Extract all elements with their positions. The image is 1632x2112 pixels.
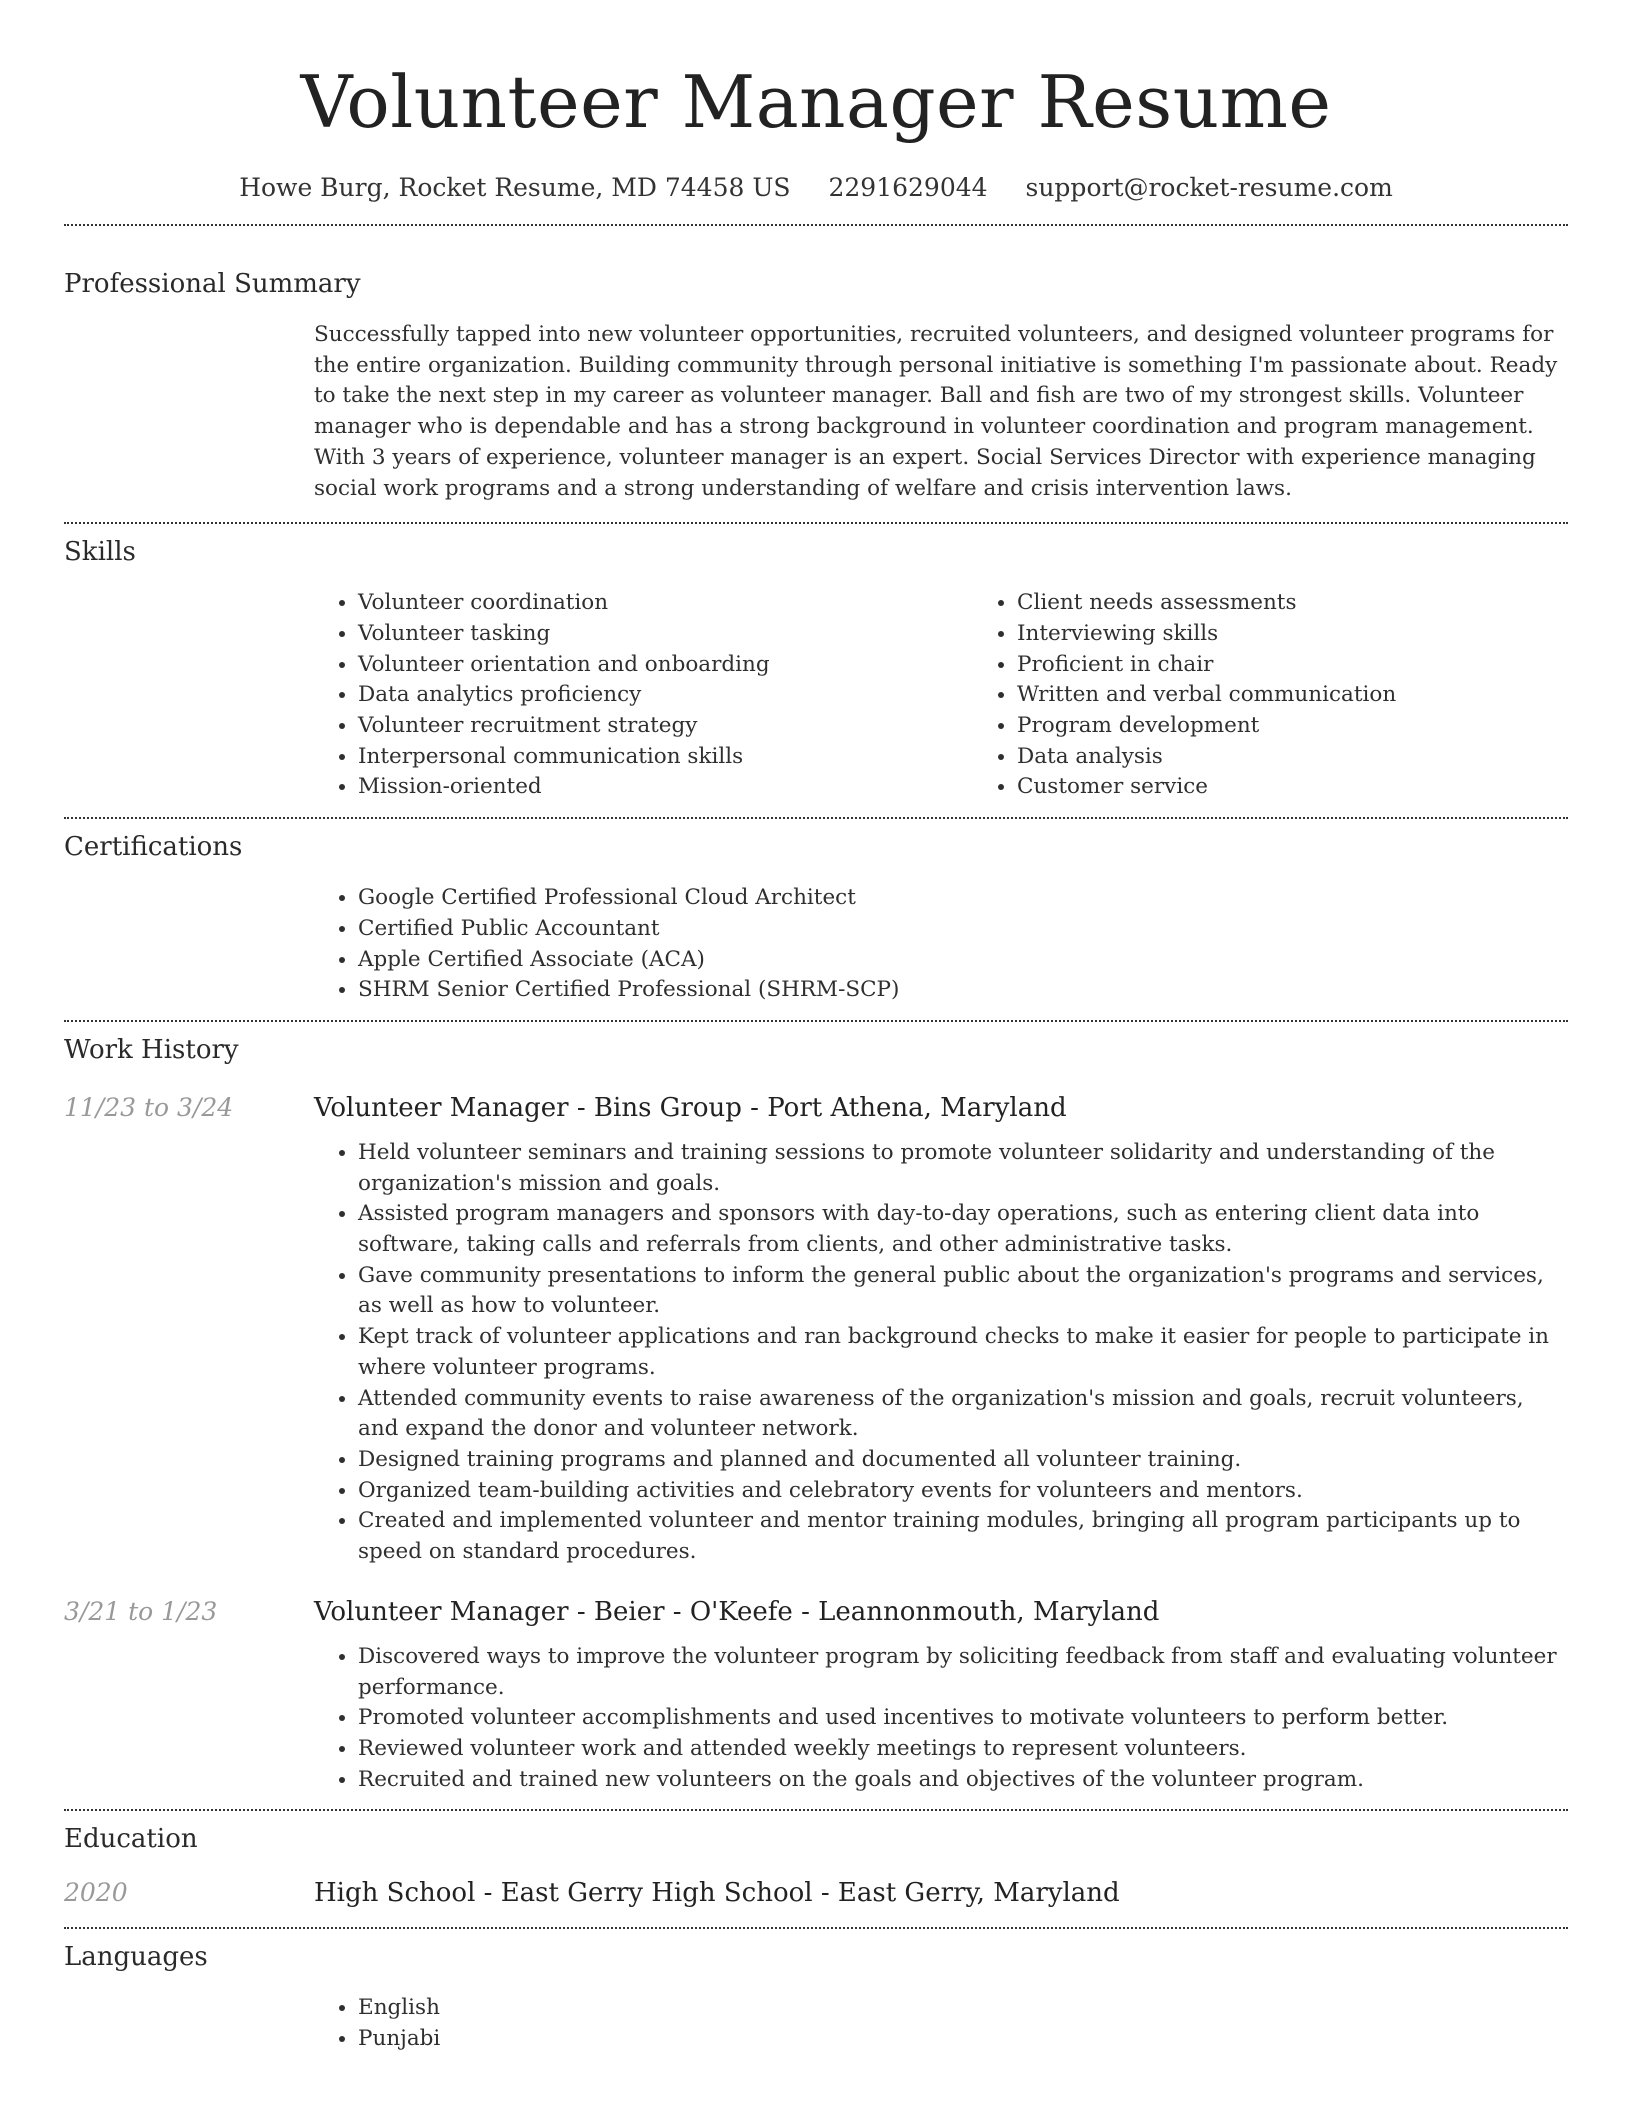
- contact-address: Howe Burg, Rocket Resume, MD 74458 US: [239, 173, 791, 202]
- divider: [64, 1020, 1568, 1022]
- certification-item: • Apple Certified Associate (ACA): [358, 945, 1568, 976]
- skill-item: • Volunteer coordination: [358, 588, 973, 619]
- job-bullet: • Created and implemented volunteer and mentor training modules, bringing all program participants up to speed on standard procedures.: [358, 1506, 1568, 1567]
- skill-item: • Mission-oriented: [358, 772, 973, 803]
- divider: [64, 522, 1568, 524]
- job-bullet: • Discovered ways to improve the volunteer program by soliciting feedback from staff and evaluating volunteer performance.: [358, 1642, 1568, 1703]
- skill-item: • Volunteer recruitment strategy: [358, 711, 973, 742]
- divider: [64, 1809, 1568, 1811]
- education-heading: Education: [64, 1824, 198, 1855]
- contact-line: [64, 170, 1568, 206]
- job-title: Volunteer Manager - Beier - O'Keefe - Leannonmouth, Maryland: [314, 1596, 1160, 1627]
- certification-item: • SHRM Senior Certified Professional (SHRM-SCP): [358, 975, 1568, 1006]
- language-item: • English: [358, 1993, 1568, 2024]
- work-history-section: [64, 1032, 1568, 1795]
- education-year: 2020: [64, 1878, 128, 1908]
- certification-item: • Certified Public Accountant: [358, 914, 1568, 945]
- summary-section: [64, 266, 1568, 504]
- skill-item: • Customer service: [1017, 772, 1632, 803]
- divider: [64, 224, 1568, 226]
- languages-heading: Languages: [64, 1942, 208, 1973]
- certification-item: • Google Certified Professional Cloud Architect: [358, 883, 1568, 914]
- job-title: Volunteer Manager - Bins Group - Port Athena, Maryland: [314, 1092, 1067, 1123]
- languages-section: [64, 1939, 1568, 2054]
- certifications-list: [314, 883, 1568, 1006]
- skill-item: • Volunteer orientation and onboarding: [358, 650, 973, 681]
- job-bullet: • Reviewed volunteer work and attended weekly meetings to represent volunteers.: [358, 1734, 1568, 1765]
- divider: [64, 817, 1568, 819]
- skill-item: • Client needs assessments: [1017, 588, 1632, 619]
- job-bullet: • Held volunteer seminars and training sessions to promote volunteer solidarity and understanding of the organization's mission and goals.: [358, 1138, 1568, 1199]
- skills-section: [64, 534, 1568, 803]
- job-dates: 11/23 to 3/24: [64, 1092, 234, 1122]
- job-bullet: • Assisted program managers and sponsors with day-to-day operations, such as entering client data into software, taking calls and referrals from clients, and other administrative tasks.: [358, 1199, 1568, 1260]
- education-section: [64, 1821, 1568, 1911]
- language-item: • Punjabi: [358, 2024, 1568, 2055]
- skill-item: • Interpersonal communication skills: [358, 742, 973, 773]
- work-history-heading: Work History: [64, 1034, 239, 1065]
- job-bullet: • Organized team-building activities and celebratory events for volunteers and mentors.: [358, 1476, 1568, 1507]
- skill-item: • Written and verbal communication: [1017, 680, 1632, 711]
- divider: [64, 1927, 1568, 1929]
- skill-item: • Interviewing skills: [1017, 619, 1632, 650]
- job-bullet: • Designed training programs and planned and documented all volunteer training.: [358, 1445, 1568, 1476]
- job-bullet: • Gave community presentations to inform the general public about the organization's programs and services, as well as how to volunteer.: [358, 1261, 1568, 1322]
- resume-page: [64, 0, 1568, 2055]
- skill-item: • Data analysis: [1017, 742, 1632, 773]
- certifications-heading: Certifications: [64, 832, 243, 863]
- skill-item: • Volunteer tasking: [358, 619, 973, 650]
- job-bullet: • Kept track of volunteer applications and ran background checks to make it easier for people to participate in where volunteer programs.: [358, 1322, 1568, 1383]
- job-bullets: [314, 1642, 1568, 1796]
- job-entry: [64, 1090, 1568, 1568]
- job-bullets: [314, 1138, 1568, 1568]
- education-entry: [64, 1875, 1568, 1911]
- job-bullet: • Recruited and trained new volunteers on the goals and objectives of the volunteer program.: [358, 1765, 1568, 1796]
- skills-list-left: [314, 588, 973, 803]
- contact-email: support@rocket-resume.com: [1025, 173, 1393, 202]
- job-bullet: • Attended community events to raise awareness of the organization's mission and goals, recruit volunteers, and expand the donor and volunteer network.: [358, 1384, 1568, 1445]
- skills-list-right: [973, 588, 1632, 803]
- job-bullet: • Promoted volunteer accomplishments and used incentives to motivate volunteers to perform better.: [358, 1703, 1568, 1734]
- skill-item: • Program development: [1017, 711, 1632, 742]
- contact-phone: 2291629044: [828, 173, 988, 202]
- resume-title: Volunteer Manager Resume: [300, 60, 1332, 144]
- job-entry: [64, 1594, 1568, 1796]
- job-dates: 3/21 to 1/23: [64, 1596, 218, 1626]
- education-title: High School - East Gerry High School - East Gerry, Maryland: [314, 1878, 1120, 1909]
- languages-list: [314, 1993, 1568, 2054]
- skill-item: • Proficient in chair: [1017, 650, 1632, 681]
- skill-item: • Data analytics proficiency: [358, 680, 973, 711]
- certifications-section: [64, 829, 1568, 1006]
- summary-heading: Professional Summary: [64, 269, 361, 299]
- skills-heading: Skills: [64, 537, 136, 568]
- summary-text: Successfully tapped into new volunteer opportunities, recruited volunteers, and designed volunteer programs for the entire organization. Building community through personal initiative is something I'm passionate about. Ready to take the next step in my career as volunteer manager. Ball and fish are two of my strongest skills. Volunteer manager who is dependable and has a strong background in volunteer coordination and program management. With 3 years of experience, volunteer manager is an expert. Social Services Director with experience managing social work programs and a strong understanding of welfare and crisis intervention laws.: [314, 322, 1558, 501]
